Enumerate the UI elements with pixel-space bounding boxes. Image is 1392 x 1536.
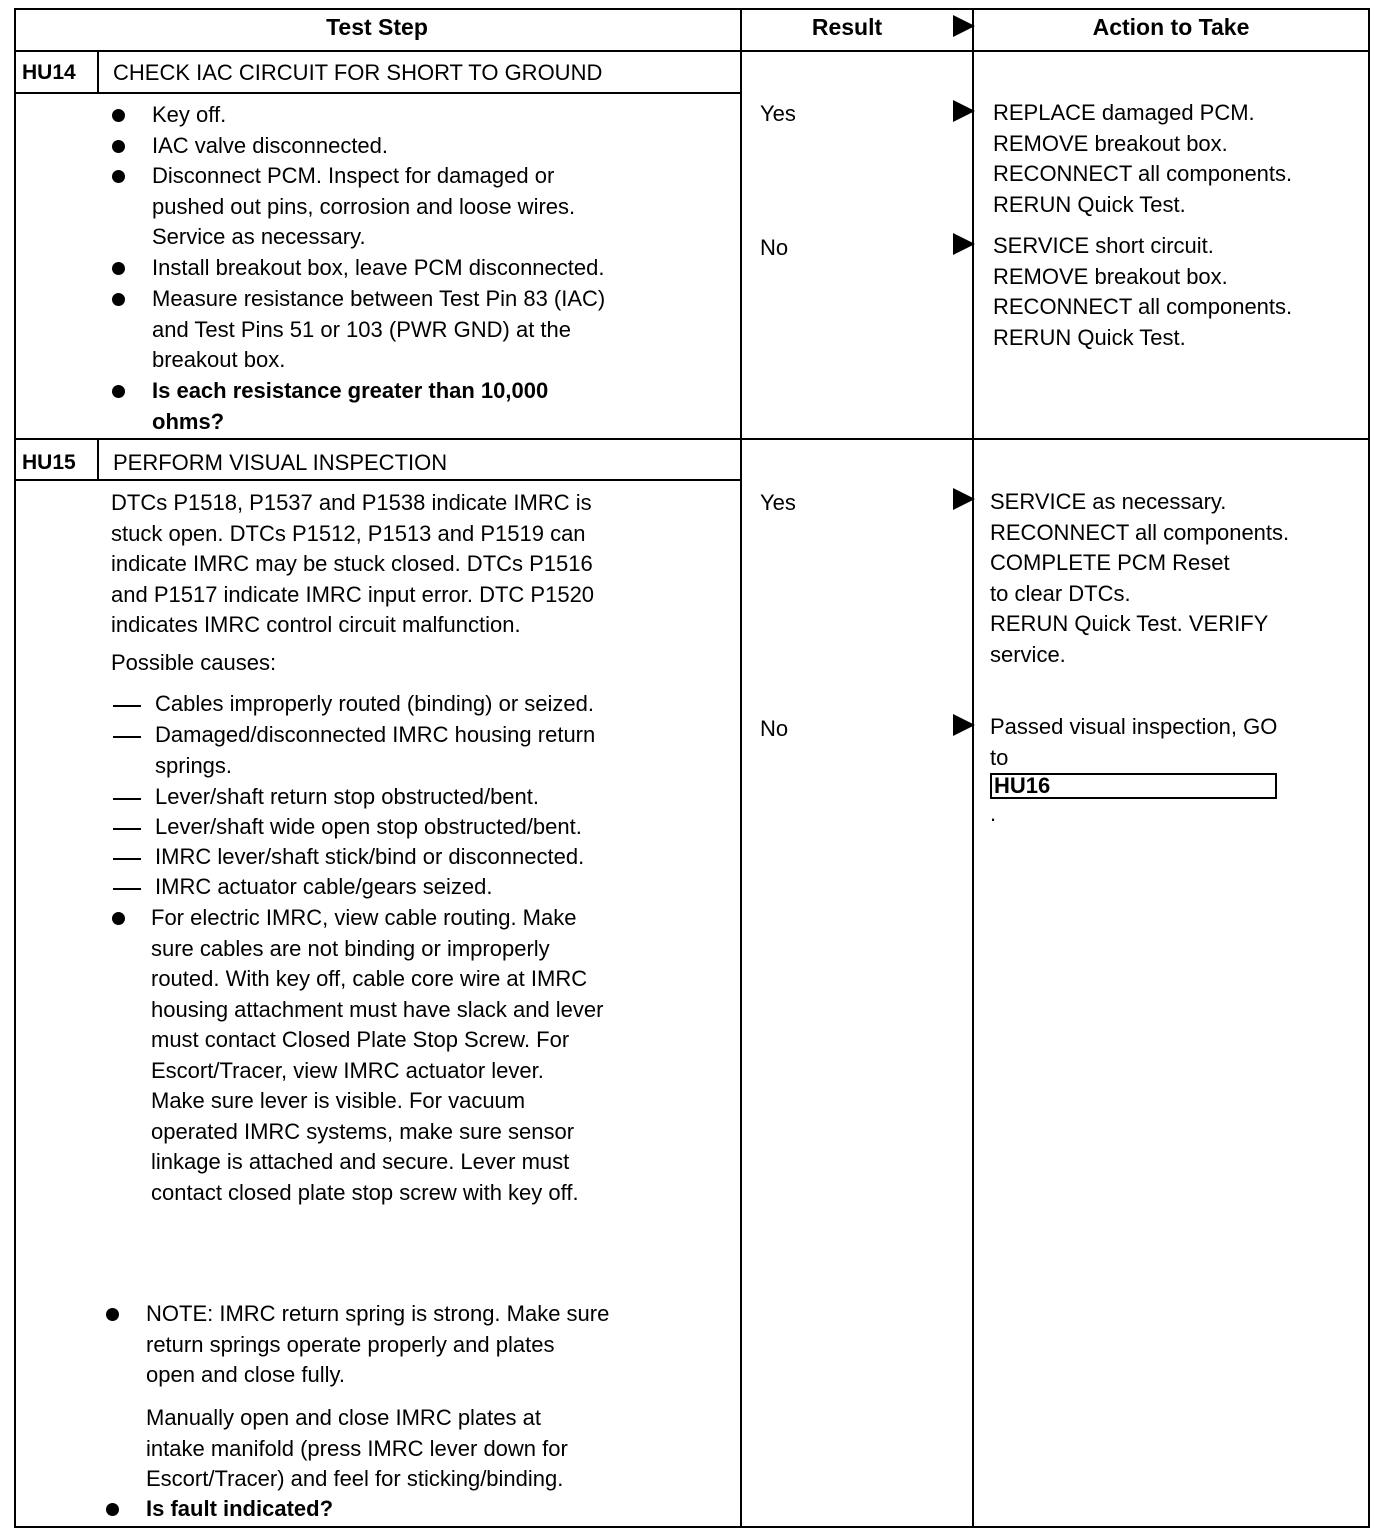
hu14-step-id: HU14 [22, 61, 76, 84]
bullet-icon [106, 1308, 119, 1321]
hu15-result-no: No [760, 716, 789, 741]
table-bottom-border [14, 1526, 1370, 1528]
header-divider [14, 50, 1370, 52]
arrow-right-icon [953, 100, 975, 122]
table-top-border [14, 8, 1370, 10]
hu15-cause-5: IMRC lever/shaft stick/bind or disconnected. [155, 844, 585, 869]
header-result: Result [811, 14, 883, 40]
dash-icon [113, 798, 141, 800]
hu15-electric-imrc: For electric IMRC, view cable routing. Make sure cables are not binding or improperly routed. With key off, cable core wire at IMRC housing attachment must have slack and lever must contact Closed Plate Stop Screw. For Escort/Tracer, view IMRC actuator lever. Make sure lever is visible. For vacuum operated IMRC systems, make sure sensor linkage is attached and secure. Lever must contact closed plate stop screw with key off. [151, 905, 604, 1205]
hu15-manual: Manually open and close IMRC plates at intake manifold (press IMRC lever down for Escort/Tracer) and feel for sticking/binding. [146, 1405, 568, 1491]
hu15-cause-6: IMRC actuator cable/gears seized. [155, 874, 493, 899]
hu14-step-3: Disconnect PCM. Inspect for damaged or pushed out pins, corrosion and loose wires. Service as necessary. [152, 163, 576, 249]
table-left-border [14, 8, 16, 1528]
hu15-title-underline [14, 479, 740, 481]
dash-icon [113, 858, 141, 860]
dash-icon [113, 828, 141, 830]
hu14-step-4: Install breakout box, leave PCM disconnected. [152, 255, 605, 280]
hu14-title-underline [14, 92, 740, 94]
hu15-causes-label: Possible causes: [111, 650, 277, 675]
hu15-no-action-line2: to HU16 . [990, 743, 1277, 830]
header-action: Action to Take [1092, 14, 1250, 40]
arrow-right-icon [953, 233, 975, 255]
hu14-question: Is each resistance greater than 10,000 ohms? [152, 378, 549, 434]
hu16-reference-link[interactable]: HU16 [990, 773, 1277, 799]
bullet-icon [106, 1503, 119, 1516]
table-right-border [1368, 8, 1370, 1528]
hu14-result-yes: Yes [760, 101, 796, 126]
hu15-intro: DTCs P1518, P1537 and P1538 indicate IMRC is stuck open. DTCs P1512, P1513 and P1519 can indicate IMRC may be stuck closed. DTCs P1516 and P1517 indicate IMRC input error. DTC P1520 indicates IMRC control circuit malfunction. [111, 490, 595, 637]
hu14-id-divider [97, 50, 99, 92]
bullet-icon [112, 912, 125, 925]
hu15-step-title: PERFORM VISUAL INSPECTION [113, 450, 448, 475]
hu14-yes-action: REPLACE damaged PCM. REMOVE breakout box. RECONNECT all components. RERUN Quick Test. [993, 100, 1293, 217]
hu15-note: NOTE: IMRC return spring is strong. Make sure return springs operate properly and plates open and close fully. [146, 1301, 610, 1387]
hu14-no-action: SERVICE short circuit. REMOVE breakout box. RECONNECT all components. RERUN Quick Test. [993, 233, 1293, 350]
header-test-step: Test Step [326, 14, 428, 40]
hu15-id-divider [97, 438, 99, 480]
hu14-step-2: IAC valve disconnected. [152, 133, 389, 158]
bullet-icon [112, 109, 125, 122]
hu15-cause-2: Damaged/disconnected IMRC housing return springs. [155, 722, 596, 778]
section-divider [14, 438, 1370, 440]
arrow-right-icon [953, 714, 975, 736]
hu14-step-5: Measure resistance between Test Pin 83 (IAC) and Test Pins 51 or 103 (PWR GND) at the breakout box. [152, 286, 606, 372]
header-arrow-icon [953, 15, 975, 37]
hu15-result-yes: Yes [760, 490, 796, 515]
bullet-icon [112, 140, 125, 153]
hu14-result-no: No [760, 235, 789, 260]
hu14-step-title: CHECK IAC CIRCUIT FOR SHORT TO GROUND [113, 60, 603, 85]
hu15-no-action: Passed visual inspection, GO to HU16 . [990, 712, 1277, 830]
bullet-icon [112, 293, 125, 306]
arrow-right-icon [953, 488, 975, 510]
hu15-step-id: HU15 [22, 451, 76, 474]
dash-icon [113, 705, 141, 707]
hu14-step-1: Key off. [152, 102, 227, 127]
hu15-cause-3: Lever/shaft return stop obstructed/bent. [155, 784, 540, 809]
dash-icon [113, 888, 141, 890]
dash-icon [113, 736, 141, 738]
hu15-yes-action: SERVICE as necessary. RECONNECT all components. COMPLETE PCM Reset to clear DTCs. RERUN Quick Test. VERIFY service. [990, 489, 1290, 667]
bullet-icon [112, 262, 125, 275]
hu15-question: Is fault indicated? [146, 1496, 334, 1521]
bullet-icon [112, 170, 125, 183]
result-column-divider [740, 8, 742, 1528]
hu15-cause-1: Cables improperly routed (binding) or seized. [155, 691, 594, 716]
hu15-cause-4: Lever/shaft wide open stop obstructed/bent. [155, 814, 582, 839]
bullet-icon [112, 385, 125, 398]
